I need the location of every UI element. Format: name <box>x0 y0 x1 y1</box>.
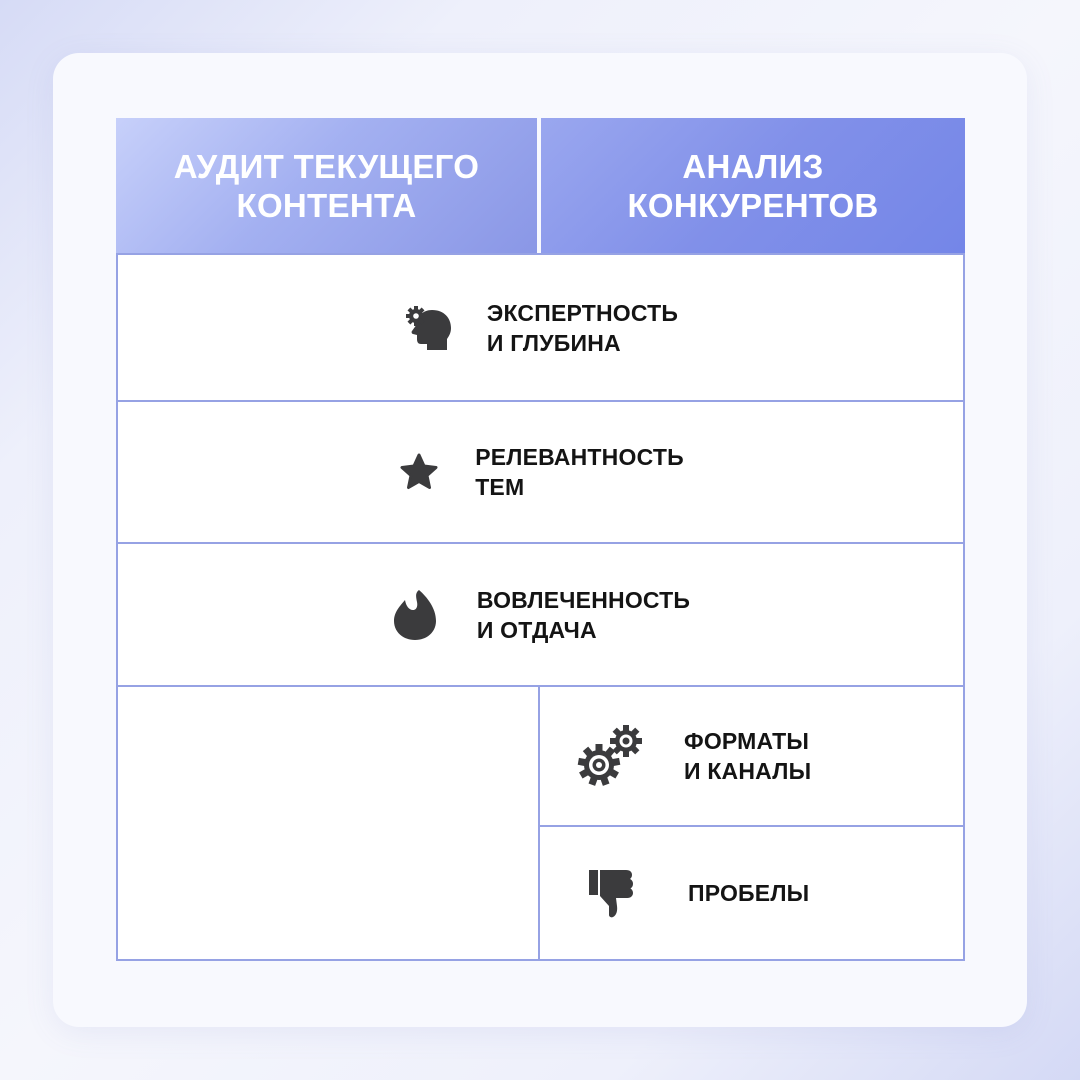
header-competitors-line2: КОНКУРЕНТОВ <box>627 186 879 224</box>
row-relevance <box>118 402 963 542</box>
expertise-line1: ЭКСПЕРТНОСТЬ <box>486 299 679 326</box>
comparison-table <box>116 118 965 961</box>
flame-icon <box>391 588 439 642</box>
expertise-line2: И ГЛУБИНА <box>486 329 621 356</box>
expertise-label <box>487 298 678 358</box>
formats-line1: ФОРМАТЫ <box>684 728 810 754</box>
row-formats <box>540 687 963 825</box>
empty-cell <box>118 687 538 959</box>
gears-icon <box>576 723 646 789</box>
relevance-line2: ТЕМ <box>475 474 525 500</box>
row-engagement <box>118 544 963 685</box>
header-competitors-line1: АНАЛИЗ <box>682 147 824 185</box>
formats-label <box>684 726 811 786</box>
engagement-line2: И ОТДАЧА <box>476 616 597 643</box>
header-competitors <box>541 118 965 253</box>
table-body <box>116 253 965 961</box>
relevance-label <box>475 442 684 502</box>
relevance-line1: РЕЛЕВАНТНОСТЬ <box>475 444 684 470</box>
gaps-line1: ПРОБЕЛЫ <box>688 880 810 906</box>
row-gaps <box>540 827 963 959</box>
header-audit <box>116 118 537 253</box>
head-gear-icon <box>403 304 453 352</box>
engagement-line1: ВОВЛЕЧЕННОСТЬ <box>476 586 691 613</box>
engagement-label <box>477 585 690 645</box>
thumbs-down-icon <box>586 866 636 920</box>
formats-line2: И КАНАЛЫ <box>684 758 812 784</box>
gaps-label <box>688 878 809 908</box>
header-audit-line1: АУДИТ ТЕКУЩЕГО <box>173 147 480 185</box>
star-icon <box>397 452 441 492</box>
header-audit-line2: КОНТЕНТА <box>236 186 417 224</box>
row-expertise <box>118 255 963 400</box>
